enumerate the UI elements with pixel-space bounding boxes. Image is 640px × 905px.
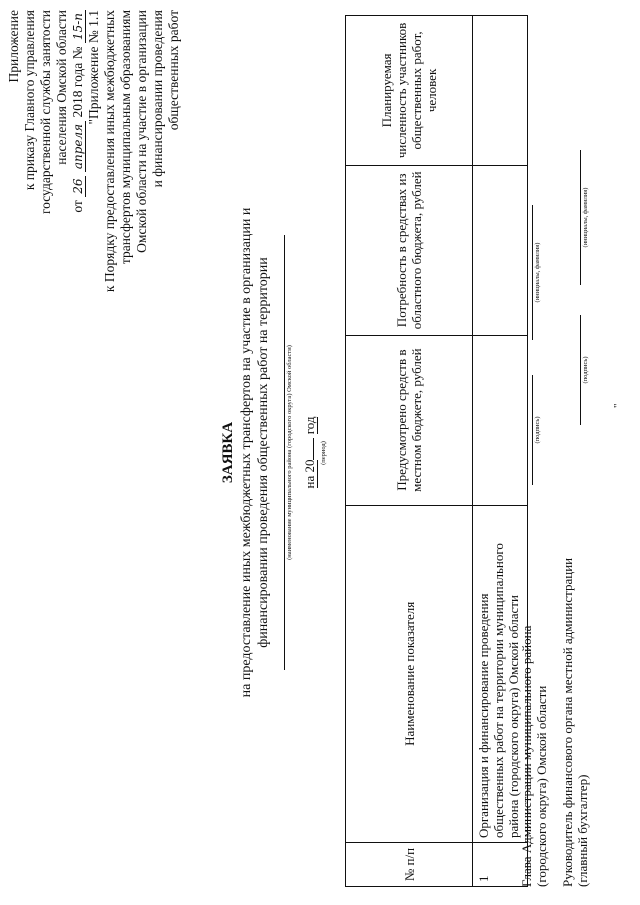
name-caption: (инициалы, фамилия) [534,242,541,303]
row-participants [473,16,528,166]
row-number: 1 [473,843,528,887]
header-indicator-name: Наименование показателя [346,505,473,843]
row-indicator-name: Организация и финансирование проведения общественных работ на территории муниципального района (городского округа) Омской области [473,505,528,843]
appendix-sub-line: общественных работ [166,10,181,131]
signature-role-head: Глава Администрации муниципального района (городского округа) Омской области [519,625,549,887]
name-caption: (инициалы, фамилия) [582,187,589,248]
appendix-line: Приложение [6,10,21,83]
row-regional-budget [473,165,528,335]
title-line-1: на предоставление иных межбюджетных трансфертов на участие в организации и [239,207,254,698]
appendix-date: от 26 апреля 2018 года № 15-п [70,10,86,292]
appendix-sub-line: к Порядку предоставления иных межбюджетных [102,10,117,293]
signature-line [580,315,581,425]
municipality-caption: (наименование муниципального района (городского округа) Омской области) [286,345,293,560]
appendix-line: к приказу Главного управления [22,10,37,191]
request-table [345,15,528,887]
appendix-sub-line: "Приложение № 1.1 [86,10,101,125]
appendix-sub-line: трансфертов муниципальным образованиям [118,10,133,265]
appendix-line: государственной службы занятости [38,10,53,215]
signature-caption: (подпись) [534,416,541,444]
handwritten-day: 26 [71,176,86,197]
name-line [580,150,581,285]
row-local-budget [473,335,528,505]
period-caption: (период) [320,441,327,465]
appendix-sub-line: и финансировании проведения [150,10,165,188]
signature-role-finance: Руководитель финансового органа местной администрации (главный бухгалтер) [560,557,590,887]
name-line [532,205,533,340]
municipality-underline [284,235,285,670]
signature-line [532,375,533,485]
document-heading: ЗАЯВКА [220,421,236,484]
header-regional-budget: Потребность в средствах из областного бюджета, рублей [346,165,473,335]
table-header-row [346,16,473,887]
handwritten-number: 15-п [71,10,86,43]
appendix-line: населения Омской области [54,10,69,165]
header-participants: Планируемая численность участников общественных работ, человек [346,16,473,166]
signature-caption: (подпись) [582,356,589,384]
header-local-budget: Предусмотрено средств в местном бюджете, рублей [346,335,473,505]
closing-quote: " [612,403,624,408]
handwritten-month: апреля [71,121,86,172]
appendix-block [6,10,182,292]
title-line-2: финансировании проведения общественных работ на территории [256,257,271,648]
header-number: № п/п [346,843,473,887]
appendix-sub-line: Омской области на участие в организации [134,10,149,253]
period-line: на 20 год [302,416,317,489]
